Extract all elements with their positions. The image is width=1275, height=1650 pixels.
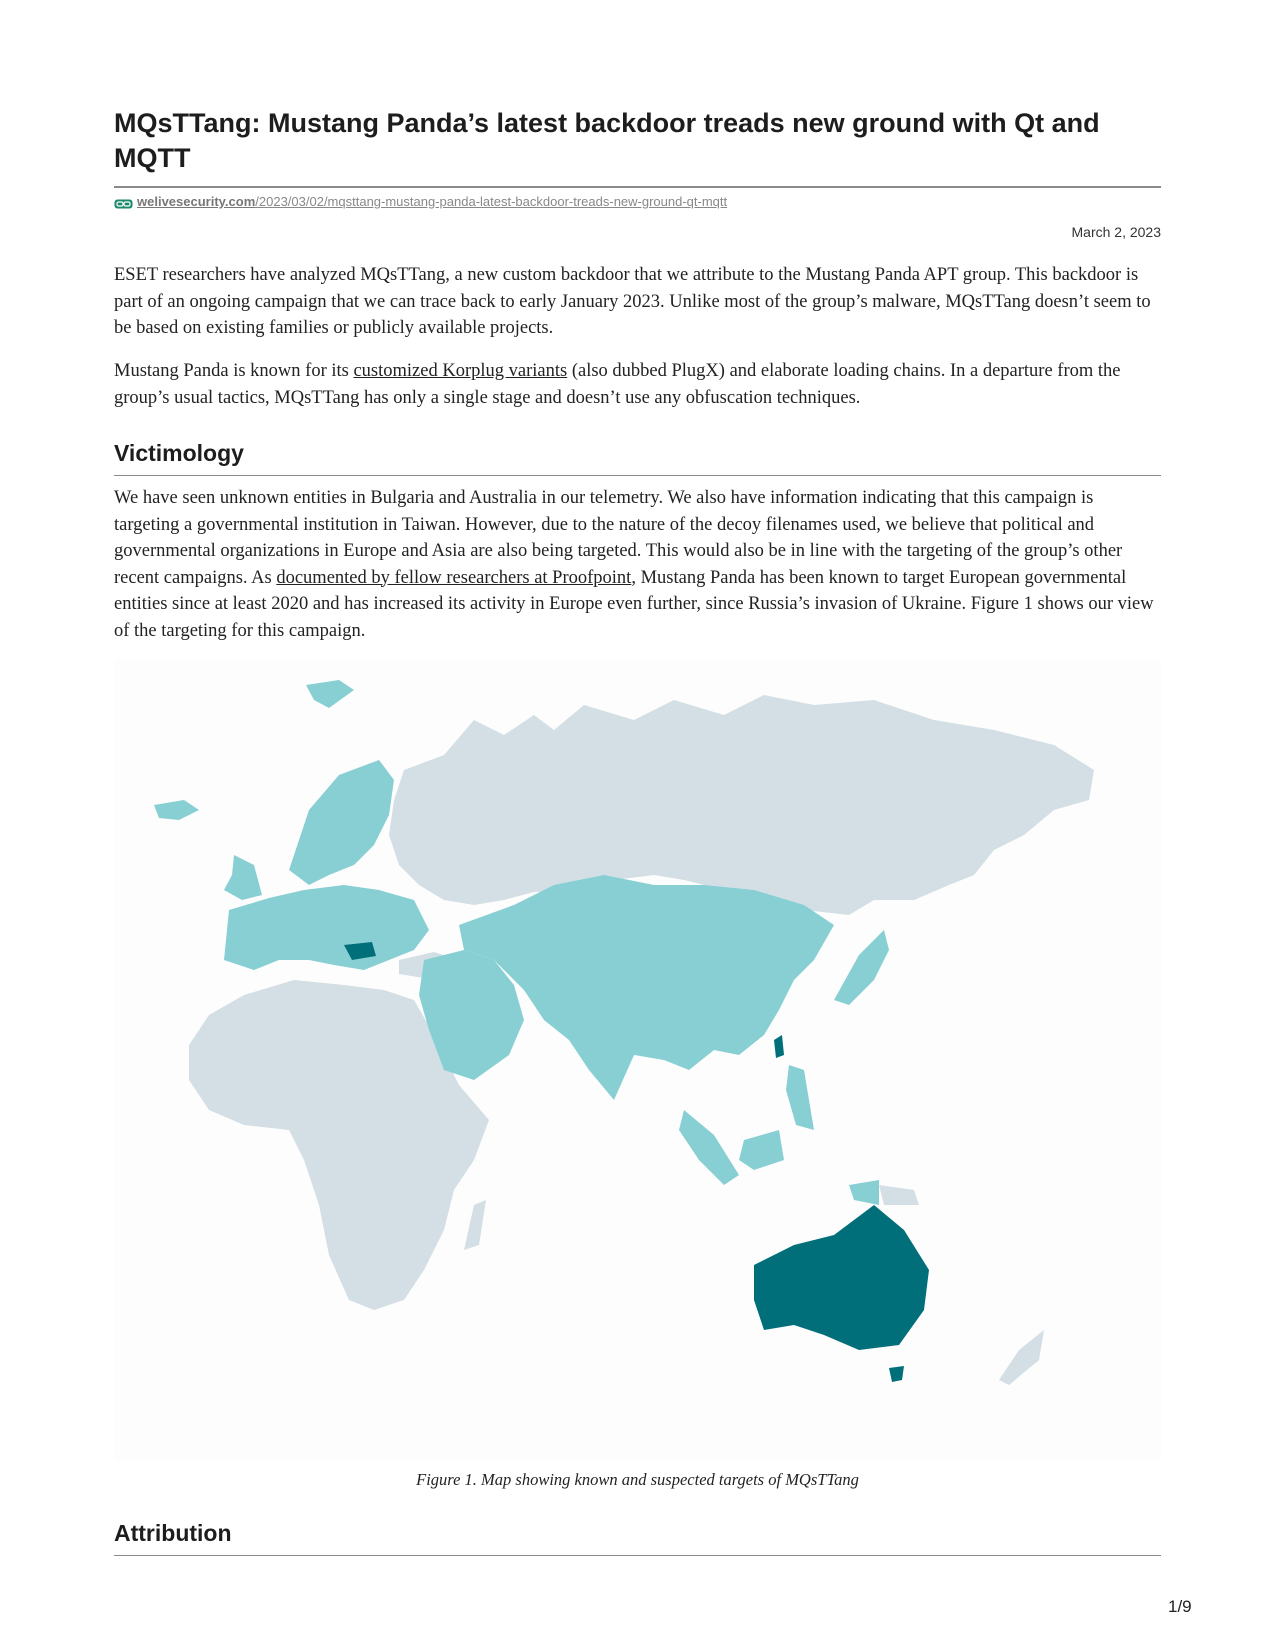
title-divider xyxy=(114,186,1161,188)
publish-date: March 2, 2023 xyxy=(1071,224,1161,240)
korplug-text-before: Mustang Panda is known for its xyxy=(114,361,354,381)
source-path[interactable]: /2023/03/02/mqsttang-mustang-panda-latest-backdoor-treads-new-ground-qt-mqtt xyxy=(255,194,728,209)
korplug-link[interactable]: customized Korplug variants xyxy=(353,361,568,381)
victimology-text-after: , Mustang Panda has been known to target European governmental entities since at least 2020 and has increased its activity in Europe even further, since Russia’s invasion of Ukraine. Figure 1 shows our view of the targeting for this campaign. xyxy=(114,567,1154,641)
korplug-text-after: (also dubbed PlugX) and elaborate loading chains. In a departure from the group’s usual tactics, MQsTTang has only a single stage and doesn’t use any obfuscation techniques. xyxy=(114,361,1121,408)
korplug-paragraph xyxy=(114,358,1161,411)
attribution-heading: Attribution xyxy=(114,1520,232,1546)
source-link[interactable] xyxy=(114,194,727,209)
link-icon xyxy=(114,197,133,207)
proofpoint-link[interactable]: documented by fellow researchers at Proofpoint xyxy=(276,567,632,588)
victimology-paragraph xyxy=(114,485,1161,644)
source-domain[interactable]: welivesecurity.com xyxy=(137,194,256,209)
page-number: 1/9 xyxy=(1168,1597,1192,1616)
attribution-divider xyxy=(114,1555,1161,1556)
figure-caption: Figure 1. Map showing known and suspected targets of MQsTTang xyxy=(416,1470,859,1489)
target-map xyxy=(114,660,1161,1460)
article-title: MQsTTang: Mustang Panda’s latest backdoor treads new ground with Qt and MQTT xyxy=(114,108,1100,173)
victimology-divider xyxy=(114,475,1161,476)
victimology-text-before: We have seen unknown entities in Bulgaria and Australia in our telemetry. We also have information indicating that this campaign is targeting a governmental institution in Taiwan. However, due to the nature of the decoy filenames used, we believe that political and governmental organizations in Europe and Asia are also being targeted. This would also be in line with the targeting of the group’s other recent campaigns. As xyxy=(114,488,1123,588)
intro-paragraph: ESET researchers have analyzed MQsTTang, a new custom backdoor that we attribute to the Mustang Panda APT group. This backdoor is part of an ongoing campaign that we can trace back to early January 2023. Unlike most of the group’s malware, MQsTTang doesn’t seem to be based on existing families or publicly available projects. xyxy=(114,265,1151,338)
victimology-heading: Victimology xyxy=(114,440,244,466)
